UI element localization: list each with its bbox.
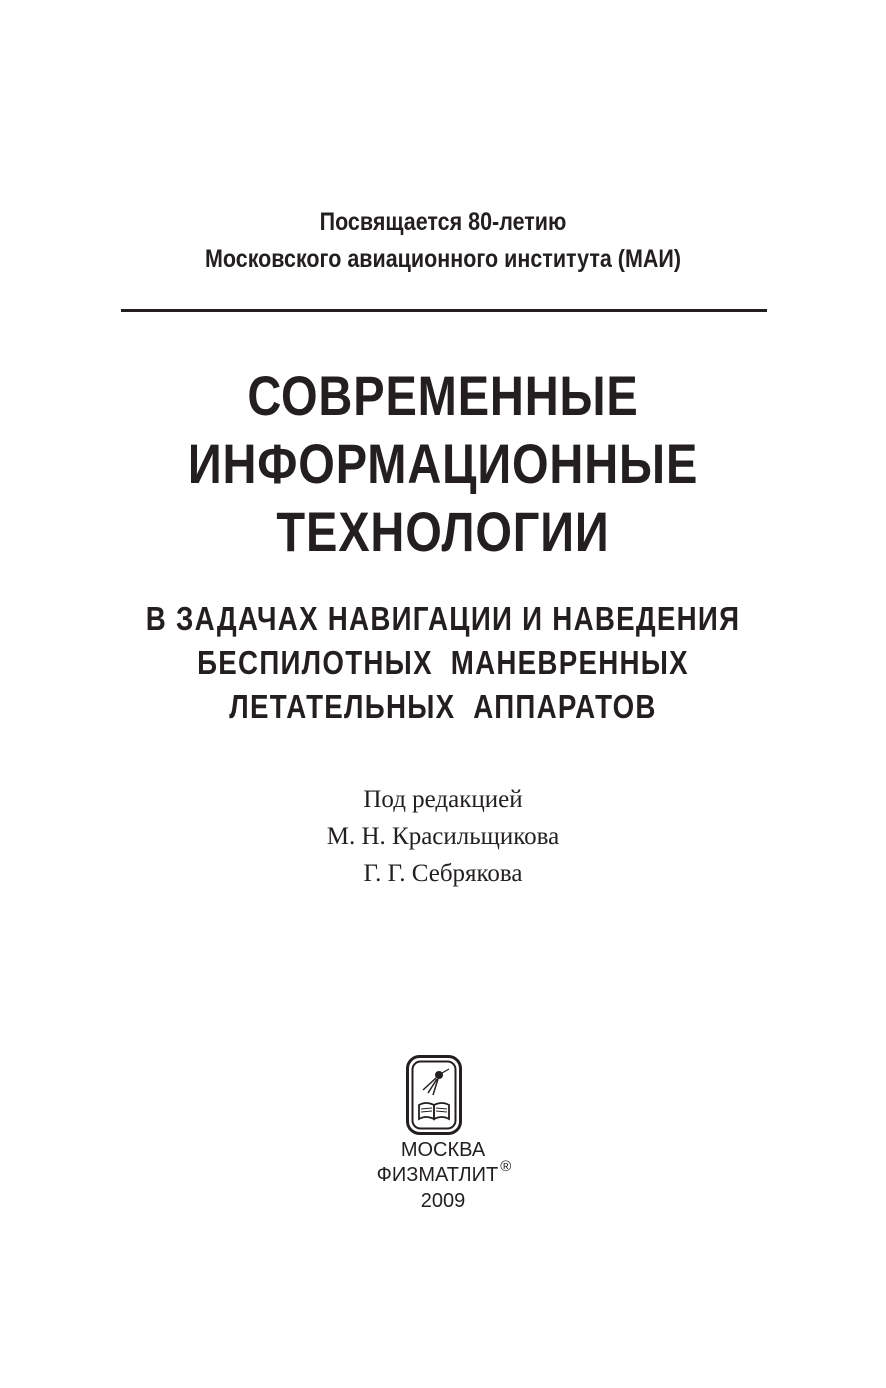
book-title — [71, 362, 815, 566]
horizontal-rule — [121, 309, 767, 312]
publisher-emblem-icon — [406, 1055, 462, 1135]
dedication-line-1: Посвящается 80-летию — [319, 208, 567, 236]
title-line-1: СОВРЕМЕННЫЕ — [247, 364, 639, 427]
publisher-name: ФИЗМАТЛИТ — [376, 1164, 499, 1186]
publisher-name-line — [0, 1158, 886, 1189]
subtitle-line-2: БЕСПИЛОТНЫХ МАНЕВРЕННЫХ — [197, 644, 689, 681]
registered-mark: ® — [500, 1158, 512, 1175]
editors-label: Под редакцией — [363, 786, 523, 813]
publisher-city: МОСКВА — [400, 1139, 486, 1161]
dedication — [62, 204, 824, 278]
editors-block — [0, 781, 886, 892]
subtitle-line-1: В ЗАДАЧАХ НАВИГАЦИИ И НАВЕДЕНИЯ — [145, 600, 741, 637]
publisher-block — [0, 1138, 886, 1214]
editor-name-2: Г. Г. Себрякова — [363, 860, 523, 887]
book-subtitle — [71, 597, 815, 729]
dedication-line-2: Московского авиационного института (МАИ) — [204, 245, 682, 273]
editor-name-1: М. Н. Красильщикова — [326, 823, 560, 850]
title-line-3: ТЕХНОЛОГИИ — [276, 500, 610, 563]
title-line-2: ИНФОРМАЦИОННЫЕ — [187, 432, 699, 495]
subtitle-line-3: ЛЕТАТЕЛЬНЫХ АППАРАТОВ — [229, 688, 657, 725]
publication-year: 2009 — [420, 1190, 466, 1212]
